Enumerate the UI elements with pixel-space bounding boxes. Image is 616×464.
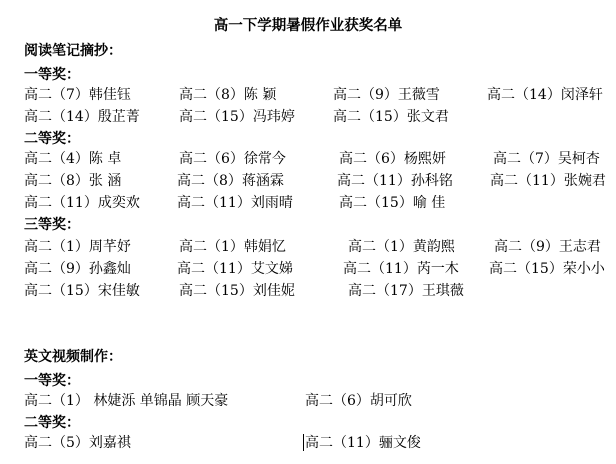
- winner-entry: 高二（14）殷芷菁: [24, 109, 140, 125]
- winner-entry: 高二（11）骊文俊: [305, 435, 421, 451]
- winner-entry: 高二（15）喻 佳: [339, 195, 446, 211]
- winner-entry: 高二（1）黄韵熙: [348, 239, 455, 255]
- winner-entry: 高二（11）孙科铭: [337, 173, 453, 189]
- winner-entry: 高二（9）王薇雪: [333, 87, 440, 103]
- prize-label-second: 二等奖：: [24, 131, 80, 147]
- winner-entry: 高二（1）韩娟忆: [179, 239, 286, 255]
- winner-entry: 高二（11）成奕欢: [24, 195, 140, 211]
- winner-entry: 高二（8）蒋涵霖: [177, 173, 284, 189]
- text-cursor: [303, 434, 304, 451]
- winner-entry: 高二（14）闵泽轩: [487, 87, 603, 103]
- winner-entry: 高二（15）宋佳敏: [24, 283, 140, 299]
- section-heading-english-video: 英文视频制作：: [24, 349, 122, 365]
- winner-entry: 高二（15）张文君: [333, 109, 449, 125]
- prize-label-first: 一等奖：: [24, 67, 80, 83]
- winner-entry: 高二（7）韩佳钰: [24, 87, 131, 103]
- winner-entry: 高二（11）刘雨晴: [177, 195, 293, 211]
- winner-entry: 高二（7）吴柯杏: [493, 151, 600, 167]
- winner-entry: 高二（8）陈 颖: [179, 87, 277, 103]
- winner-entry: 高二（8）张 涵: [24, 173, 122, 189]
- section-heading-reading-notes: 阅读笔记摘抄：: [24, 43, 122, 59]
- winner-entry: 高二（6）胡可欣: [305, 393, 412, 409]
- prize-label-second: 二等奖：: [24, 415, 80, 431]
- prize-label-third: 三等奖：: [24, 217, 80, 233]
- winner-entry: 高二（17）王琪薇: [348, 283, 464, 299]
- winner-entry: 高二（15）荣小小: [489, 261, 605, 277]
- winner-entry: 高二（15）冯玮婷: [179, 109, 295, 125]
- winner-entry: 高二（9）孙鑫灿: [24, 261, 131, 277]
- prize-label-first: 一等奖：: [24, 373, 80, 389]
- winner-entry: 高二（6）徐常今: [179, 151, 286, 167]
- document-title: 高一下学期暑假作业获奖名单: [213, 18, 403, 34]
- winner-entry: 高二（6）杨熙妍: [339, 151, 446, 167]
- winner-entry: 高二（11）张婉君: [490, 173, 606, 189]
- winner-entry: 高二（4）陈 卓: [24, 151, 122, 167]
- winner-entry: 高二（9）王志君: [494, 239, 601, 255]
- winner-entry: 高二（1）周芊妤: [24, 239, 131, 255]
- winner-entry: 高二（1） 林婕泺 单锦晶 顾天豪: [24, 393, 229, 409]
- winner-entry: 高二（11）艾文娣: [177, 261, 293, 277]
- winner-entry: 高二（15）刘佳妮: [179, 283, 295, 299]
- winner-entry: 高二（11）芮一木: [343, 261, 459, 277]
- winner-entry: 高二（5）刘嘉祺: [24, 435, 131, 451]
